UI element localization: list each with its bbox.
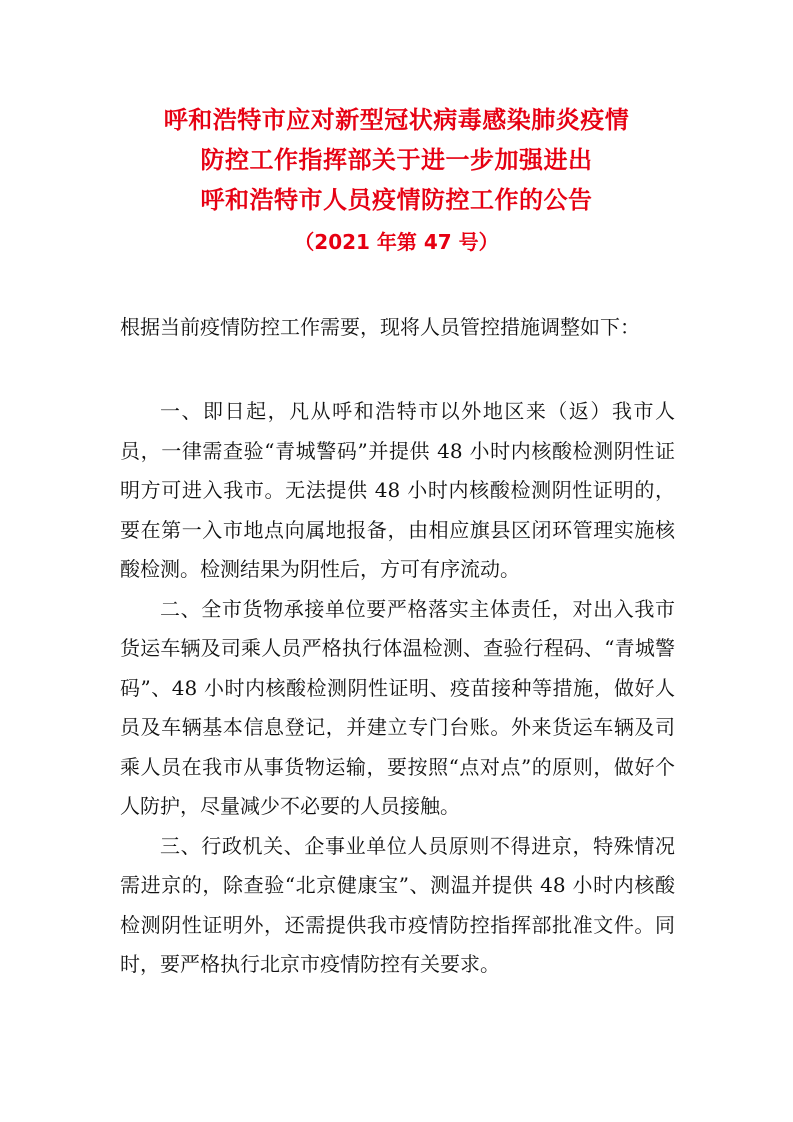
paragraph-1: 一、即日起，凡从呼和浩特市以外地区来（返）我市人员，一律需查验“青城警码”并提供 48 小时内核酸检测阴性证明方可进入我市。无法提供 48 小时内核酸检测阴性证明的，要在第一入市地点向属地报备，由相应旗县区闭环管理实施核酸检测。检测结果为阴性后，方可有序流动。 xyxy=(120,399,675,581)
intro-text: 根据当前疫情防控工作需要，现将人员管控措施调整如下： xyxy=(120,315,640,339)
document-number: （2021 年第 47 号） xyxy=(294,230,499,254)
document-body xyxy=(120,392,675,985)
paragraph-3: 三、行政机关、企事业单位人员原则不得进京，特殊情况需进京的，除查验“北京健康宝”、测温并提供 48 小时内核酸检测阴性证明外，还需提供我市疫情防控指挥部批准文件。同时，要严格执行北京市疫情防控有关要求。 xyxy=(120,833,675,976)
document-title xyxy=(0,100,793,258)
title-line-1: 呼和浩特市应对新型冠状病毒感染肺炎疫情 xyxy=(163,106,630,134)
title-line-2: 防控工作指挥部关于进一步加强进出 xyxy=(200,146,593,174)
title-line-3: 呼和浩特市人员疫情防控工作的公告 xyxy=(200,186,593,214)
paragraph-2: 二、全市货物承接单位要严格落实主体责任，对出入我市货运车辆及司乘人员严格执行体温检测、查验行程码、“青城警码”、48 小时内核酸检测阴性证明、疫苗接种等措施，做好人员及车辆基本信息登记，并建立专门台账。外来货运车辆及司乘人员在我市从事货物运输，要按照“点对点”的原则，做好个人防护，尽量减少不必要的人员接触。 xyxy=(120,596,675,818)
